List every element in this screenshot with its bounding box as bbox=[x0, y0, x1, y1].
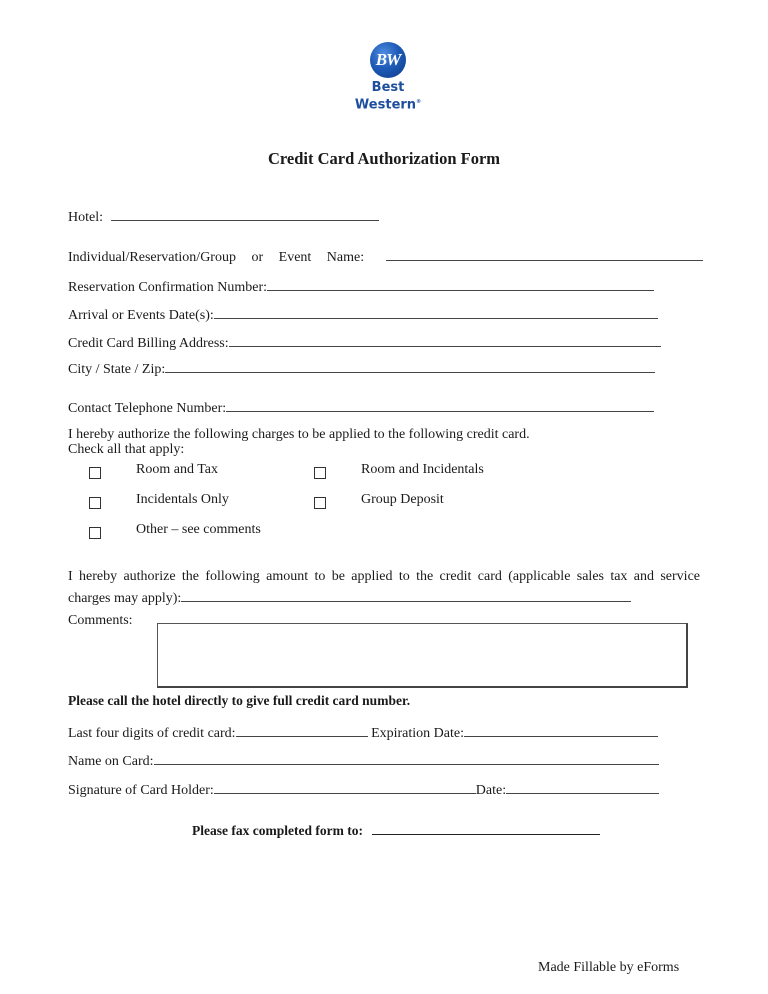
contact-phone-input[interactable] bbox=[226, 397, 654, 412]
charges-intro-line1: I hereby authorize the following charges to be applied to the following credit card. bbox=[68, 427, 530, 442]
group-name-label-4: Name: bbox=[326, 250, 365, 265]
expiration-label: Expiration Date: bbox=[371, 726, 464, 741]
checkbox-group-deposit[interactable] bbox=[314, 497, 326, 509]
last-four-input[interactable] bbox=[236, 722, 368, 737]
group-deposit-label: Group Deposit bbox=[361, 492, 444, 507]
other-label: Other – see comments bbox=[136, 522, 261, 537]
fax-row bbox=[192, 820, 600, 839]
amount-text-line1: I hereby authorize the following amount to be applied to the credit card (applicable sales tax and service bbox=[68, 569, 700, 584]
signature-input[interactable] bbox=[214, 779, 476, 794]
city-state-zip-row bbox=[68, 358, 655, 378]
city-state-zip-label: City / State / Zip: bbox=[68, 362, 166, 377]
name-on-card-row bbox=[68, 750, 659, 770]
amount-input[interactable] bbox=[181, 587, 631, 602]
confirmation-label: Reservation Confirmation Number: bbox=[68, 280, 268, 295]
contact-phone-row bbox=[68, 397, 654, 417]
date-label: Date: bbox=[475, 783, 507, 798]
call-notice: Please call the hotel directly to give full credit card number. bbox=[68, 693, 411, 708]
incidentals-only-label: Incidentals Only bbox=[136, 492, 229, 507]
fax-label: Please fax completed form to: bbox=[192, 823, 363, 838]
check-all-label: Check all that apply: bbox=[68, 442, 185, 457]
page-title: Credit Card Authorization Form bbox=[267, 149, 501, 168]
bw-monogram-icon: BW bbox=[370, 42, 406, 78]
arrival-row bbox=[68, 304, 658, 324]
checkbox-incidentals-only[interactable] bbox=[89, 497, 101, 509]
amount-section bbox=[68, 566, 700, 609]
card-digits-row bbox=[68, 722, 658, 742]
charges-intro bbox=[68, 427, 530, 457]
group-name-label-1: Individual/Reservation/Group bbox=[68, 250, 236, 265]
fax-input[interactable] bbox=[372, 820, 600, 835]
last-four-label: Last four digits of credit card: bbox=[68, 726, 236, 741]
group-name-label-3: Event bbox=[278, 250, 312, 265]
expiration-input[interactable] bbox=[464, 722, 658, 737]
comments-textarea[interactable] bbox=[157, 623, 688, 688]
group-name-input[interactable] bbox=[386, 246, 703, 261]
name-on-card-label: Name on Card: bbox=[68, 754, 154, 769]
group-name-label-2: or bbox=[251, 250, 264, 265]
hotel-label: Hotel: bbox=[68, 210, 103, 225]
room-and-tax-label: Room and Tax bbox=[136, 462, 218, 477]
hotel-input[interactable] bbox=[111, 206, 379, 221]
amount-text-line2: charges may apply): bbox=[68, 591, 182, 606]
billing-address-row bbox=[68, 332, 661, 352]
checkbox-room-and-incidentals[interactable] bbox=[314, 467, 326, 479]
hotel-row bbox=[68, 206, 379, 226]
name-on-card-input[interactable] bbox=[154, 750, 659, 765]
room-and-incidentals-label: Room and Incidentals bbox=[361, 462, 484, 477]
contact-phone-label: Contact Telephone Number: bbox=[68, 401, 227, 416]
logo-wordmark: Best Western® bbox=[354, 80, 422, 113]
footer-credit: Made Fillable by eForms bbox=[538, 960, 680, 975]
checkbox-other[interactable] bbox=[89, 527, 101, 539]
date-input[interactable] bbox=[506, 779, 659, 794]
signature-row bbox=[68, 779, 659, 799]
best-western-logo bbox=[354, 42, 422, 112]
confirmation-row bbox=[68, 276, 654, 296]
arrival-label: Arrival or Events Date(s): bbox=[68, 308, 214, 323]
comments-label: Comments: bbox=[68, 613, 133, 628]
group-name-row bbox=[68, 246, 703, 266]
signature-label: Signature of Card Holder: bbox=[68, 783, 214, 798]
city-state-zip-input[interactable] bbox=[165, 358, 655, 373]
arrival-input[interactable] bbox=[214, 304, 658, 319]
checkbox-room-and-tax[interactable] bbox=[89, 467, 101, 479]
billing-address-input[interactable] bbox=[229, 332, 661, 347]
billing-address-label: Credit Card Billing Address: bbox=[68, 336, 229, 351]
confirmation-input[interactable] bbox=[267, 276, 654, 291]
